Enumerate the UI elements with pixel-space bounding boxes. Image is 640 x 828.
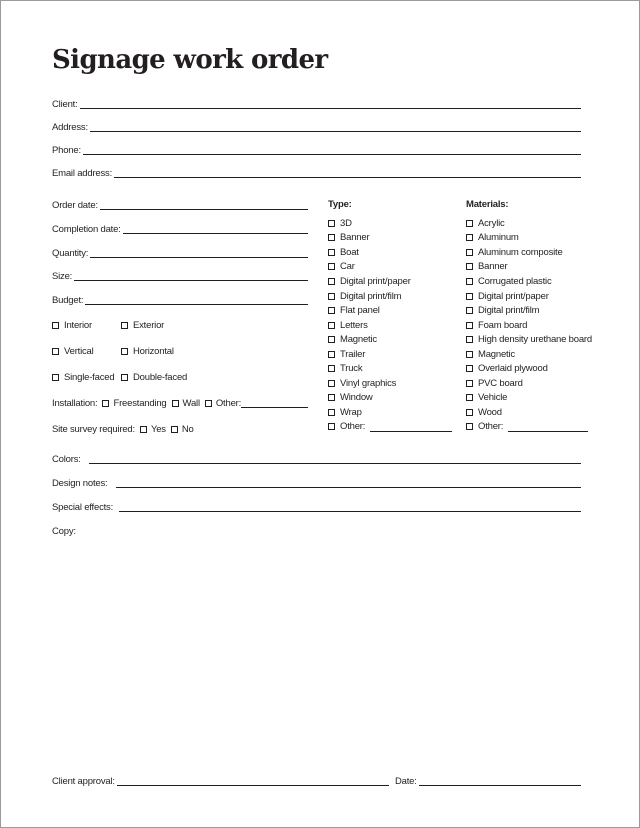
type-item-truck[interactable] (328, 361, 452, 376)
materials-item-high-density-urethane-board[interactable] (466, 332, 592, 347)
single-faced-checkbox[interactable] (52, 374, 59, 381)
materials-item-aluminum-composite[interactable] (466, 245, 592, 260)
vertical-label: Vertical (64, 345, 94, 357)
materials-item-label: Wood (478, 406, 502, 418)
materials-checkbox[interactable] (466, 409, 473, 416)
type-item-label: Digital print/paper (340, 275, 411, 287)
type-item-3d[interactable] (328, 216, 452, 231)
horizontal-label: Horizontal (133, 345, 174, 357)
budget-field[interactable] (52, 293, 308, 306)
order-date-line[interactable] (100, 209, 308, 210)
materials-item-label: Foam board (478, 319, 528, 331)
materials-checkbox[interactable] (466, 365, 473, 372)
site-survey-yes-label: Yes (150, 424, 166, 435)
vertical-checkbox[interactable] (52, 348, 59, 355)
type-checkbox[interactable] (328, 409, 335, 416)
materials-item-label: Vehicle (478, 392, 508, 404)
materials-checkbox[interactable] (466, 351, 473, 358)
phone-label: Phone: (52, 145, 81, 156)
installation-row (52, 396, 308, 409)
site-survey-row (52, 422, 194, 435)
materials-item-label: PVC board (478, 377, 523, 389)
materials-item-label: High density urethane board (478, 334, 592, 346)
address-line[interactable] (90, 131, 581, 132)
type-checkbox[interactable] (328, 423, 335, 430)
approval-date-field[interactable] (395, 774, 581, 787)
exterior-option[interactable] (121, 319, 164, 331)
double-faced-label: Double-faced (133, 371, 188, 383)
materials-checkbox[interactable] (466, 234, 473, 241)
materials-checkbox[interactable] (466, 394, 473, 401)
materials-item-corrugated-plastic[interactable] (466, 274, 592, 289)
double-faced-checkbox[interactable] (121, 374, 128, 381)
materials-checkbox[interactable] (466, 307, 473, 314)
installation-other-label: Other: (215, 398, 242, 409)
completion-date-field[interactable] (52, 222, 308, 235)
copy-area[interactable] (52, 541, 581, 766)
materials-item-vehicle[interactable] (466, 391, 592, 406)
type-checkbox[interactable] (328, 351, 335, 358)
type-item-boat[interactable] (328, 245, 452, 260)
type-item-car[interactable] (328, 260, 452, 275)
client-approval-line[interactable] (117, 785, 389, 786)
materials-other-line[interactable] (508, 422, 588, 432)
special-effects-label: Special effects: (52, 502, 114, 513)
type-checkbox[interactable] (328, 249, 335, 256)
type-item-label: 3D (340, 217, 352, 229)
type-list (328, 216, 452, 434)
installation-label: Installation: (52, 398, 98, 409)
type-item-letters[interactable] (328, 318, 452, 333)
materials-item-label: Overlaid plywood (478, 363, 548, 375)
materials-item-digital-print-film[interactable] (466, 303, 592, 318)
type-item-label: Banner (340, 232, 370, 244)
type-checkbox[interactable] (328, 263, 335, 270)
address-field[interactable] (52, 120, 581, 133)
wall-label: Wall (182, 398, 200, 409)
type-checkbox[interactable] (328, 336, 335, 343)
type-item-label: Wrap (340, 406, 362, 418)
phone-line[interactable] (83, 154, 581, 155)
budget-label: Budget: (52, 295, 84, 306)
quantity-field[interactable] (52, 246, 308, 259)
materials-checkbox[interactable] (466, 249, 473, 256)
approval-date-label: Date: (395, 776, 417, 787)
type-item-label: Car (340, 261, 355, 273)
materials-checkbox[interactable] (466, 322, 473, 329)
type-item-window[interactable] (328, 391, 452, 406)
order-date-field[interactable] (52, 198, 308, 211)
client-approval-field[interactable] (52, 774, 389, 787)
phone-field[interactable] (52, 143, 581, 156)
materials-item-label: Other: (478, 421, 504, 433)
installation-other-checkbox[interactable] (205, 400, 212, 407)
materials-checkbox[interactable] (466, 278, 473, 285)
site-survey-yes-checkbox[interactable] (140, 426, 147, 433)
type-item-flat-panel[interactable] (328, 303, 452, 318)
email-line[interactable] (114, 177, 581, 178)
horizontal-checkbox[interactable] (121, 348, 128, 355)
materials-checkbox[interactable] (466, 423, 473, 430)
design-notes-line[interactable] (116, 487, 582, 488)
materials-item-wood[interactable] (466, 405, 592, 420)
materials-item-label: Aluminum composite (478, 246, 563, 258)
type-checkbox[interactable] (328, 293, 335, 300)
completion-date-line[interactable] (123, 233, 308, 234)
type-item-label: Other: (340, 421, 366, 433)
design-notes-label: Design notes: (52, 478, 108, 489)
interior-label: Interior (64, 319, 92, 331)
exterior-checkbox[interactable] (121, 322, 128, 329)
client-label: Client: (52, 99, 78, 110)
materials-item-label: Banner (478, 261, 508, 273)
type-item-banner[interactable] (328, 231, 452, 246)
colors-label: Colors: (52, 454, 81, 465)
budget-line[interactable] (85, 304, 308, 305)
size-field[interactable] (52, 269, 308, 282)
type-item-wrap[interactable] (328, 405, 452, 420)
materials-item-acrylic[interactable] (466, 216, 592, 231)
colors-line[interactable] (89, 463, 581, 464)
size-line[interactable] (74, 280, 308, 281)
materials-item-label: Acrylic (478, 217, 505, 229)
materials-checkbox[interactable] (466, 263, 473, 270)
email-label: Email address: (52, 168, 113, 179)
type-item-label: Truck (340, 363, 363, 375)
materials-checkbox[interactable] (466, 380, 473, 387)
type-item-digital-print-paper[interactable] (328, 274, 452, 289)
materials-item-digital-print-paper[interactable] (466, 289, 592, 304)
materials-item-label: Magnetic (478, 348, 515, 360)
type-item-other[interactable] (328, 420, 452, 435)
type-item-digital-print-film[interactable] (328, 289, 452, 304)
materials-checkbox[interactable] (466, 293, 473, 300)
type-item-label: Vinyl graphics (340, 377, 397, 389)
materials-checkbox[interactable] (466, 220, 473, 227)
site-survey-no-label: No (181, 424, 194, 435)
client-line[interactable] (80, 108, 581, 109)
freestanding-label: Freestanding (113, 398, 167, 409)
interior-checkbox[interactable] (52, 322, 59, 329)
type-checkbox[interactable] (328, 220, 335, 227)
wall-checkbox[interactable] (172, 400, 179, 407)
email-field[interactable] (52, 166, 581, 179)
materials-item-overlaid-plywood[interactable] (466, 361, 592, 376)
interior-option[interactable] (52, 319, 92, 331)
type-checkbox[interactable] (328, 322, 335, 329)
type-heading: Type: (328, 199, 352, 210)
materials-item-aluminum[interactable] (466, 231, 592, 246)
type-item-label: Magnetic (340, 334, 377, 346)
single-faced-label: Single-faced (64, 371, 115, 383)
type-checkbox[interactable] (328, 394, 335, 401)
design-notes-field[interactable] (52, 476, 581, 489)
single-faced-option[interactable] (52, 371, 114, 383)
site-survey-label: Site survey required: (52, 424, 135, 435)
type-checkbox[interactable] (328, 234, 335, 241)
address-label: Address: (52, 122, 88, 133)
vertical-option[interactable] (52, 345, 94, 357)
quantity-label: Quantity: (52, 248, 89, 259)
type-item-label: Letters (340, 319, 368, 331)
exterior-label: Exterior (133, 319, 165, 331)
client-approval-label: Client approval: (52, 776, 115, 787)
colors-field[interactable] (52, 452, 581, 465)
approval-date-line[interactable] (419, 785, 581, 786)
type-checkbox[interactable] (328, 278, 335, 285)
materials-item-label: Digital print/paper (478, 290, 549, 302)
materials-list (466, 216, 592, 434)
type-item-label: Flat panel (340, 305, 380, 317)
freestanding-checkbox[interactable] (102, 400, 109, 407)
size-label: Size: (52, 271, 73, 282)
page-title: Signage work order (52, 45, 328, 75)
type-item-label: Trailer (340, 348, 366, 360)
installation-other-line[interactable] (241, 407, 308, 408)
site-survey-no-checkbox[interactable] (171, 426, 178, 433)
materials-item-label: Corrugated plastic (478, 275, 552, 287)
type-checkbox[interactable] (328, 365, 335, 372)
type-item-label: Window (340, 392, 373, 404)
double-faced-option[interactable] (121, 371, 187, 383)
materials-item-banner[interactable] (466, 260, 592, 275)
materials-item-pvc-board[interactable] (466, 376, 592, 391)
completion-date-label: Completion date: (52, 224, 121, 235)
quantity-line[interactable] (90, 257, 308, 258)
client-field[interactable] (52, 97, 581, 110)
type-item-magnetic[interactable] (328, 332, 452, 347)
materials-item-foam-board[interactable] (466, 318, 592, 333)
materials-item-magnetic[interactable] (466, 347, 592, 362)
type-checkbox[interactable] (328, 380, 335, 387)
materials-item-label: Digital print/film (478, 305, 540, 317)
type-item-label: Boat (340, 246, 359, 258)
type-item-trailer[interactable] (328, 347, 452, 362)
special-effects-field[interactable] (52, 500, 581, 513)
copy-label: Copy: (52, 526, 76, 537)
type-other-line[interactable] (370, 422, 452, 432)
type-item-vinyl-graphics[interactable] (328, 376, 452, 391)
materials-heading: Materials: (466, 199, 509, 210)
order-date-label: Order date: (52, 200, 98, 211)
horizontal-option[interactable] (121, 345, 174, 357)
materials-item-other[interactable] (466, 420, 592, 435)
materials-checkbox[interactable] (466, 336, 473, 343)
special-effects-line[interactable] (119, 511, 581, 512)
type-item-label: Digital print/film (340, 290, 402, 302)
type-checkbox[interactable] (328, 307, 335, 314)
materials-item-label: Aluminum (478, 232, 519, 244)
